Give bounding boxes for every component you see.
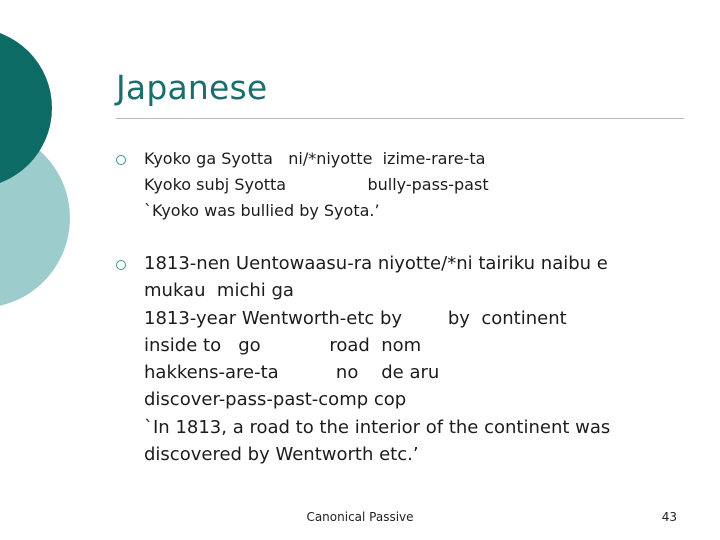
bullet-line: mukau michi ga [144,280,294,301]
title-divider [116,118,684,119]
bullet-icon [116,155,126,165]
bullet-line: `Kyoko was bullied by Syota.’ [144,201,380,220]
slide-title: Japanese [116,68,268,107]
bullet-line: discovered by Wentworth etc.’ [144,444,419,465]
bullet-line: hakkens-are-ta no de aru [144,362,440,383]
bullet-icon [116,260,126,270]
slide-decoration [0,0,120,540]
bullet-line: Kyoko subj Syotta bully-pass-past [144,175,489,194]
slide-footer: Canonical Passive [306,510,414,524]
bullet-line: Kyoko ga Syotta ni/*niyotte izime-rare-ta [144,149,486,168]
bullet-line: 1813-year Wentworth-etc by by continent [144,308,567,329]
bullet-line: inside to go road nom [144,335,422,356]
page-number: 43 [661,510,677,524]
bullet-line: discover-pass-past-comp cop [144,389,407,410]
bullet-line: 1813-nen Uentowaasu-ra niyotte/*ni tairiku naibu e [144,253,608,274]
bullet-line: `In 1813, a road to the interior of the continent was [144,417,611,438]
